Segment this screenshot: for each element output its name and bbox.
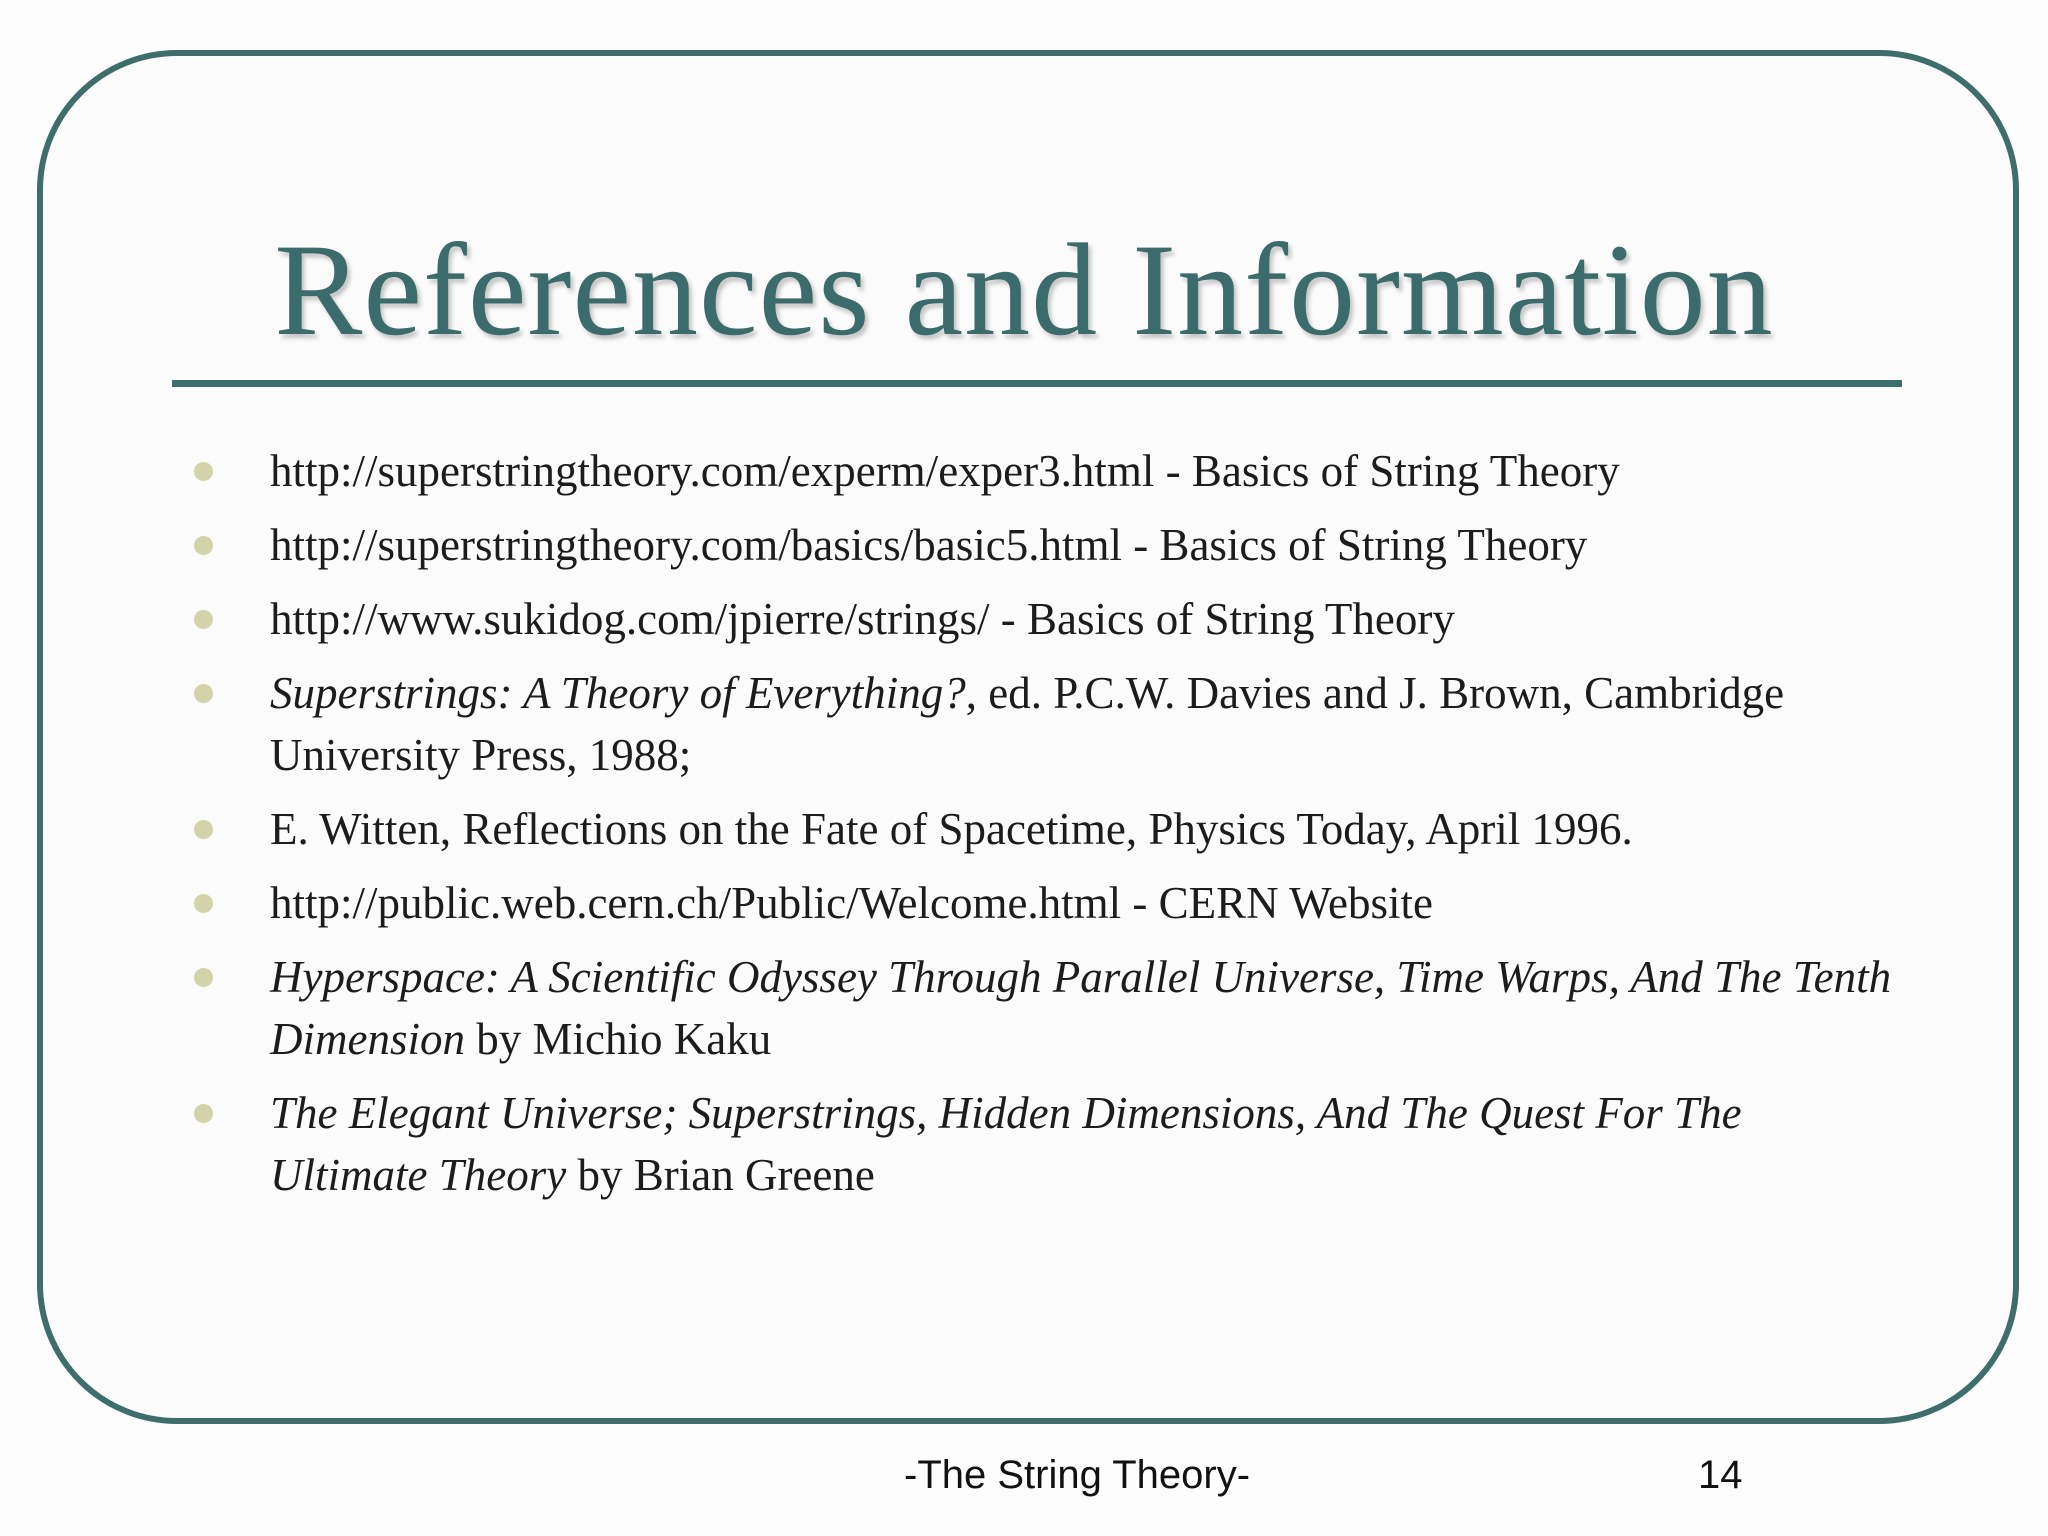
title-divider bbox=[172, 380, 1902, 387]
reference-title: The Elegant Universe; Superstrings, Hidden Dimensions, And The Quest For The Ultimate Theory bbox=[270, 1088, 1742, 1200]
reference-text: , ed. P.C.W. Davies and J. Brown, Cambridge University Press, 1988; bbox=[270, 668, 1785, 780]
reference-title: Superstrings: A Theory of Everything? bbox=[270, 668, 966, 718]
reference-item bbox=[270, 798, 1900, 860]
bullet-icon bbox=[194, 462, 213, 481]
slide-title: References and Information bbox=[274, 216, 1774, 363]
reference-item bbox=[270, 514, 1900, 576]
bullet-icon bbox=[194, 968, 213, 987]
reference-text: http://superstringtheory.com/basics/basic5.html - Basics of String Theory bbox=[270, 520, 1588, 570]
bullet-icon bbox=[194, 536, 213, 555]
reference-item bbox=[270, 588, 1900, 650]
reference-item bbox=[270, 872, 1900, 934]
reference-item bbox=[270, 440, 1900, 502]
bullet-icon bbox=[194, 610, 213, 629]
reference-text: E. Witten, Reflections on the Fate of Spacetime, Physics Today, April 1996. bbox=[270, 804, 1633, 854]
bullet-icon bbox=[194, 684, 213, 703]
reference-text: http://public.web.cern.ch/Public/Welcome.html - CERN Website bbox=[270, 878, 1433, 928]
reference-text: http://superstringtheory.com/experm/exper3.html - Basics of String Theory bbox=[270, 446, 1620, 496]
reference-item bbox=[270, 1082, 1900, 1206]
reference-text: by Michio Kaku bbox=[465, 1014, 772, 1064]
reference-item bbox=[270, 662, 1900, 786]
footer-title: -The String Theory- bbox=[904, 1453, 1251, 1497]
page-number: 14 bbox=[1698, 1453, 1743, 1497]
reference-title: Hyperspace: A Scientific Odyssey Through Parallel Universe, Time Warps, And The Tenth Dimension bbox=[270, 952, 1892, 1064]
bullet-icon bbox=[194, 894, 213, 913]
reference-text: http://www.sukidog.com/jpierre/strings/ - Basics of String Theory bbox=[270, 594, 1455, 644]
reference-item bbox=[270, 946, 1900, 1070]
reference-text: by Brian Greene bbox=[566, 1150, 875, 1200]
bullet-icon bbox=[194, 820, 213, 839]
bullet-icon bbox=[194, 1104, 213, 1123]
